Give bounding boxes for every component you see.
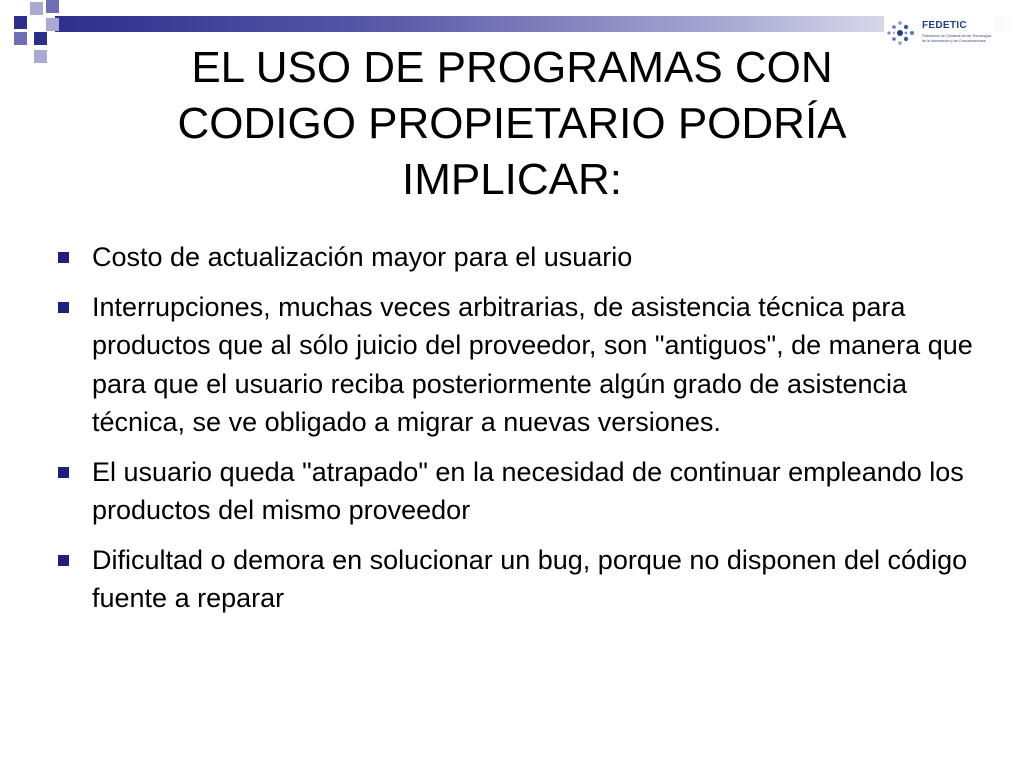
bullet-text: Costo de actualización mayor para el usuario (92, 242, 633, 272)
bullet-item (58, 238, 978, 277)
square-bullet-icon (58, 252, 69, 263)
bullet-item (58, 453, 978, 530)
square-bullet-icon (58, 467, 69, 478)
corner-square-decoration (30, 2, 43, 15)
logo-name: FEDETIC (922, 20, 967, 31)
square-bullet-icon (58, 555, 69, 566)
corner-square-decoration (46, 18, 59, 31)
corner-square-decoration (34, 32, 47, 45)
bullet-list (58, 238, 978, 629)
logo-tagline-line-1: Federación de Cámaras de las Tecnologías (922, 34, 992, 38)
title-line-2: CODIGO PROPIETARIO PODRÍA (177, 99, 847, 148)
logo-tagline-line-2: de la Información y las Comunicaciones (922, 39, 986, 43)
header-gradient-bar (55, 16, 1015, 32)
bullet-text: Interrupciones, muchas veces arbitrarias, de asistencia técnica para productos que al sólo juicio del proveedor, son "antiguos", de manera que para que el usuario reciba posteriormente algún grado de asistencia técnica, se ve obligado a migrar a nuevas versiones. (92, 291, 973, 437)
square-bullet-icon (58, 302, 69, 313)
corner-square-decoration (14, 32, 27, 45)
bullet-item (58, 541, 978, 618)
bullet-text: El usuario queda "atrapado" en la necesidad de continuar empleando los productos del mismo proveedor (92, 456, 964, 525)
corner-square-decoration (34, 50, 47, 63)
title-line-3: IMPLICAR: (401, 155, 623, 204)
bullet-text: Dificultad o demora en solucionar un bug, porque no disponen del código fuente a reparar (92, 544, 968, 613)
corner-square-decoration (46, 0, 59, 13)
slide-title (60, 40, 964, 208)
bullet-item (58, 288, 978, 442)
title-line-1: EL USO DE PROGRAMAS CON (191, 43, 833, 92)
corner-square-decoration (14, 16, 27, 29)
